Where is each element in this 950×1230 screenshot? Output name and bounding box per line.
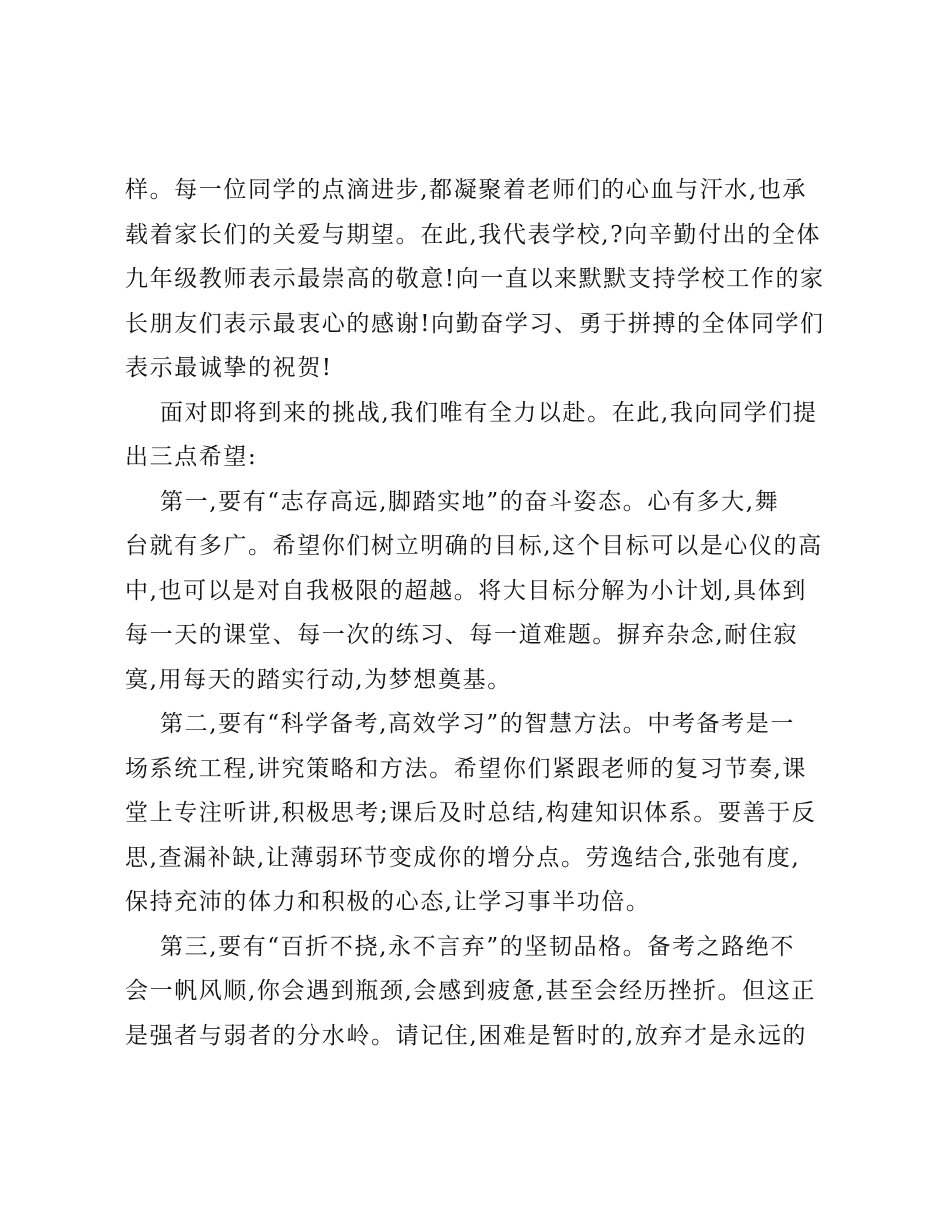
text-line: 九年级教师表示最崇高的敬意!向一直以来默默支持学校工作的家 bbox=[125, 266, 825, 292]
text-line: 每一天的课堂、每一次的练习、每一道难题。摒弃杂念,耐住寂 bbox=[125, 622, 799, 648]
paragraph-first-line: 面对即将到来的挑战,我们唯有全力以赴。在此,我向同学们提 bbox=[160, 399, 818, 426]
text-line: 寞,用每天的踏实行动,为梦想奠基。 bbox=[125, 666, 512, 693]
text-line: 表示最诚挚的祝贺! bbox=[125, 355, 333, 381]
text-line: 出三点希望: bbox=[125, 444, 258, 470]
text-line: 是强者与弱者的分水岭。请记住,困难是暂时的,放弃才是永远的 bbox=[125, 1022, 808, 1049]
text-line: 堂上专注听讲,积极思考;课后及时总结,构建知识体系。要善于反 bbox=[125, 800, 817, 826]
text-line: 载着家长们的关爱与期望。在此,我代表学校,?向辛勤付出的全体 bbox=[125, 221, 821, 248]
text-line: 会一帆风顺,你会遇到瓶颈,会感到疲惫,甚至会经历挫折。但这正 bbox=[125, 978, 816, 1004]
paragraph-first-line: 第一,要有“志存高远,脚踏实地”的奋斗姿态。心有多大,舞 bbox=[160, 488, 780, 515]
text-line: 中,也可以是对自我极限的超越。将大目标分解为小计划,具体到 bbox=[125, 577, 808, 604]
text-line: 保持充沛的体力和积极的心态,让学习事半功倍。 bbox=[125, 889, 651, 915]
paragraph-first-line: 第二,要有“科学备考,高效学习”的智慧方法。中考备考是一 bbox=[160, 711, 795, 737]
text-line: 思,查漏补缺,让薄弱环节变成你的增分点。劳逸结合,张弛有度, bbox=[125, 844, 801, 871]
text-line: 台就有多广。希望你们树立明确的目标,这个目标可以是心仪的高 bbox=[125, 533, 823, 559]
text-line: 样。每一位同学的点滴进步,都凝聚着老师们的心血与汗水,也承 bbox=[125, 177, 808, 203]
text-line: 长朋友们表示最衷心的感谢!向勤奋学习、勇于拼搏的全体同学们 bbox=[125, 310, 825, 337]
document-body-text bbox=[125, 168, 835, 1058]
text-line: 场系统工程,讲究策略和方法。希望你们紧跟老师的复习节奏,课 bbox=[125, 755, 808, 782]
paragraph-first-line: 第三,要有“百折不挠,永不言弃”的坚韧品格。备考之路绝不 bbox=[160, 933, 795, 960]
